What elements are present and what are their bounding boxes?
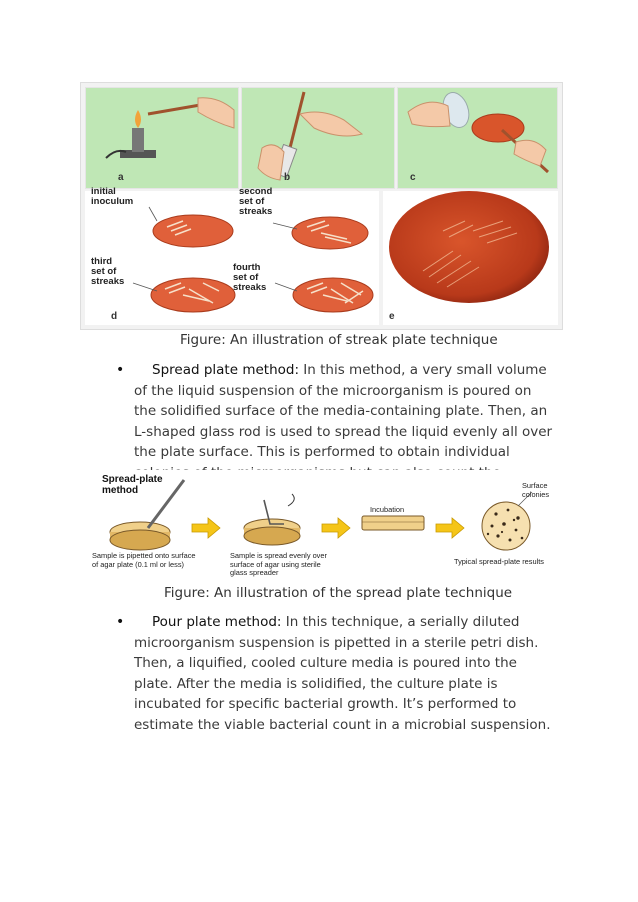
streak-figure-caption: Figure: An illustration of streak plate technique (180, 332, 498, 348)
spread-plate-figure (88, 470, 560, 580)
colony-closeup-photo (383, 191, 558, 325)
label-initial-inoculum: initial inoculum (91, 186, 134, 207)
panel-letter-e: e (389, 311, 395, 322)
arrow-step2 (322, 518, 350, 538)
bunsen-burner-illustration (86, 88, 238, 188)
pour-plate-text: In this technique, a serially diluted microorganism suspension is pipetted in a sterile petri dish. Then, a liquified, cooled culture media is poured into the plate. After the media is solidified, the culture plate is incubated for specific bacterial growth. It’s performed to estimate the viable bacterial count in a microbial suspension. (134, 614, 551, 733)
spread-plate-text: In this method, a very small volume of the liquid suspension of the microorganism is poured on the solidified surface of the media-containing plate. Then, an L-shaped glass rod is used to spread the liquid evenly all over the plate surface. This is performed to obtain individual (134, 362, 553, 461)
step2-description: Sample is spread evenly over surface of agar using sterile glass spreader (230, 551, 327, 577)
surface-colonies-label: Surface colonies (522, 481, 550, 499)
bullet-marker: • (116, 614, 125, 630)
pour-plate-heading: Pour plate method: (152, 614, 282, 630)
arrow-step1 (192, 518, 220, 538)
incubation-plate (362, 516, 424, 530)
panel-b-tube (241, 87, 395, 189)
spread-figure-caption: Figure: An illustration of the spread plate technique (164, 585, 513, 601)
label-third-set: third set of streaks (91, 256, 125, 287)
plate-1 (153, 215, 233, 247)
plate-inoculation-illustration (398, 88, 557, 188)
test-tube-illustration (242, 88, 394, 188)
panel-letter-a: a (118, 172, 124, 183)
pour-plate-paragraph (116, 612, 554, 736)
plate-2 (292, 217, 368, 249)
panel-a-bunsen-burner (85, 87, 239, 189)
plate-3 (151, 278, 235, 312)
spread-plate-heading: Spread plate method: (152, 362, 299, 378)
plate-4 (293, 278, 373, 312)
panel-letter-c: c (410, 172, 416, 183)
bullet-marker: • (116, 362, 125, 378)
incubation-label: Incubation (370, 505, 405, 514)
label-second-set: second set of streaks (239, 186, 273, 217)
streak-plate-figure (80, 82, 563, 330)
arrow-step3 (436, 518, 464, 538)
results-label: Typical spread-plate results (454, 557, 544, 566)
panel-c-plate-inoculation (397, 87, 558, 189)
panel-letter-b: b (284, 172, 291, 183)
pour-plate-bullet (116, 612, 554, 736)
label-fourth-set: fourth set of streaks (233, 262, 267, 293)
spread-plate-diagram-title: Spread-plate method (102, 474, 163, 496)
step1-description: Sample is pipetted onto surface of agar plate (0.1 ml or less) (92, 551, 196, 569)
result-plate (482, 492, 532, 550)
streak-plates-illustration (85, 191, 379, 325)
step2-plate (244, 494, 300, 545)
panel-letter-d: d (111, 311, 118, 322)
streak-sequence-panel (85, 186, 379, 325)
colony-closeup-panel (383, 191, 558, 325)
